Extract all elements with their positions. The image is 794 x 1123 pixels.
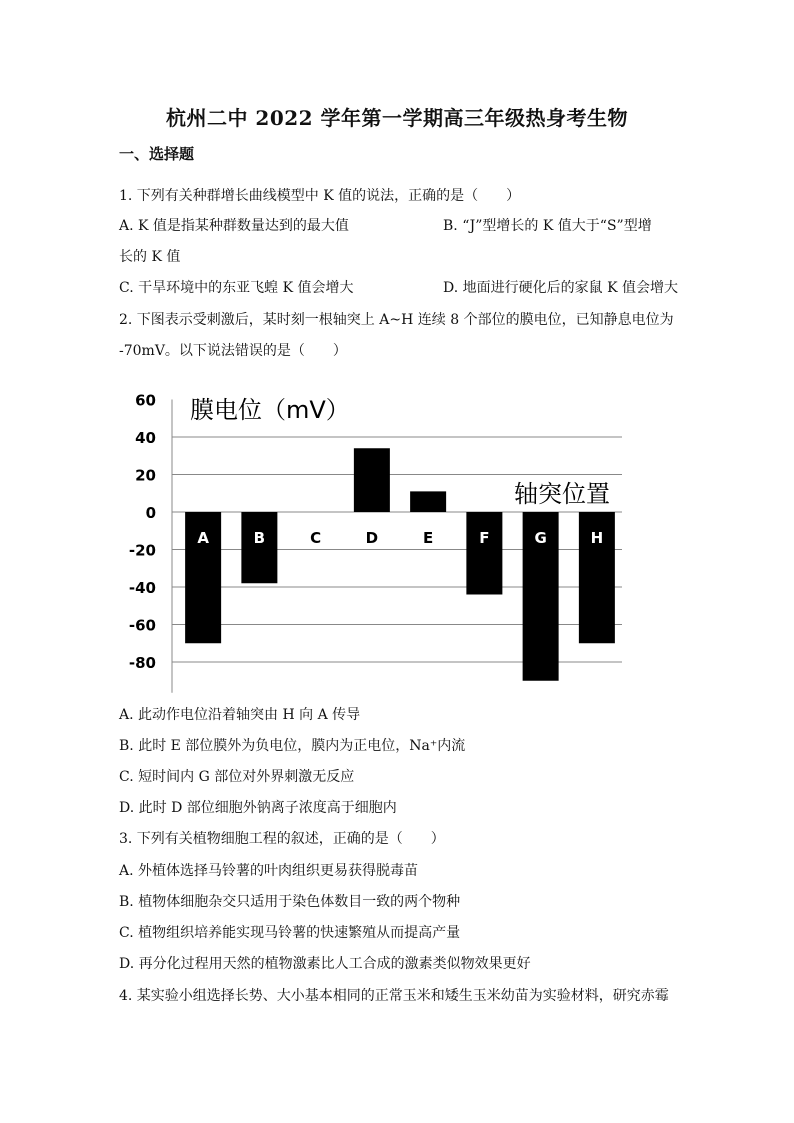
category-label-G: G [534,529,547,547]
chart-xlabel: 轴突位置 [514,480,610,508]
category-label-D: D [365,529,379,547]
category-label-F: F [479,529,490,547]
q2-option-c: C. 短时间内 G 部位对外界刺激无反应 [119,769,355,785]
q1-option-b: B. “J”型增长的 K 值大于“S”型增 [443,218,652,234]
q2-option-a: A. 此动作电位沿着轴突由 H 向 A 传导 [119,707,361,723]
y-tick-label: -60 [128,616,156,635]
bar-F [466,512,502,595]
q1-option-b-continued: 长的 K 值 [119,249,181,265]
y-tick-label: 0 [145,504,156,522]
q3-stem: 3. 下列有关植物细胞工程的叙述，正确的是（ ） [119,831,445,847]
q2-stem-line1: 2. 下图表示受刺激后，某时刻一根轴突上 A~H 连续 8 个部位的膜电位，已知静息电位为 [119,312,674,328]
section-heading: 一、选择题 [119,145,195,163]
q2-option-b: B. 此时 E 部位膜外为负电位，膜内为正电位，Na⁺内流 [119,738,466,754]
q4-stem: 4. 某实验小组选择长势、大小基本相同的正常玉米和矮生玉米幼苗为实验材料，研究赤霉 [119,988,669,1004]
membrane-potential-chart [120,388,640,693]
q3-option-c: C. 植物组织培养能实现马铃薯的快速繁殖从而提高产量 [119,925,461,941]
bar-D [354,448,390,512]
q3-option-a: A. 外植体选择马铃薯的叶肉组织更易获得脱毒苗 [119,863,419,879]
bar-E [410,491,446,512]
bar-B [241,512,277,583]
y-tick-label: -20 [128,541,156,560]
chart-title: 膜电位（mV） [190,396,350,424]
q3-option-d: D. 再分化过程用天然的植物激素比人工合成的激素类似物效果更好 [119,956,531,972]
q1-option-c: C. 干旱环境中的东亚飞蝗 K 值会增大 [119,280,354,296]
y-tick-label: 60 [135,391,156,410]
category-label-E: E [423,529,434,547]
category-label-A: A [197,529,209,547]
q1-option-a: A. K 值是指某种群数量达到的最大值 [119,218,349,234]
y-tick-label: 40 [135,429,156,447]
q2-option-d: D. 此时 D 部位细胞外钠离子浓度高于细胞内 [119,800,397,816]
q3-option-b: B. 植物体细胞杂交只适用于染色体数目一致的两个物种 [119,894,461,910]
q2-stem-line2: -70mV。以下说法错误的是（ ） [119,343,347,359]
category-label-H: H [590,529,604,547]
y-tick-label: 20 [135,466,156,485]
y-tick-label: -80 [128,654,156,672]
y-tick-label: -40 [128,579,156,597]
page-title: 杭州二中 2022 学年第一学期高三年级热身考生物 [165,106,629,130]
category-label-B: B [253,529,266,547]
q1-option-d: D. 地面进行硬化后的家鼠 K 值会增大 [443,280,678,296]
q1-stem: 1. 下列有关种群增长曲线模型中 K 值的说法，正确的是（ ） [119,188,521,204]
category-label-C: C [310,529,322,547]
